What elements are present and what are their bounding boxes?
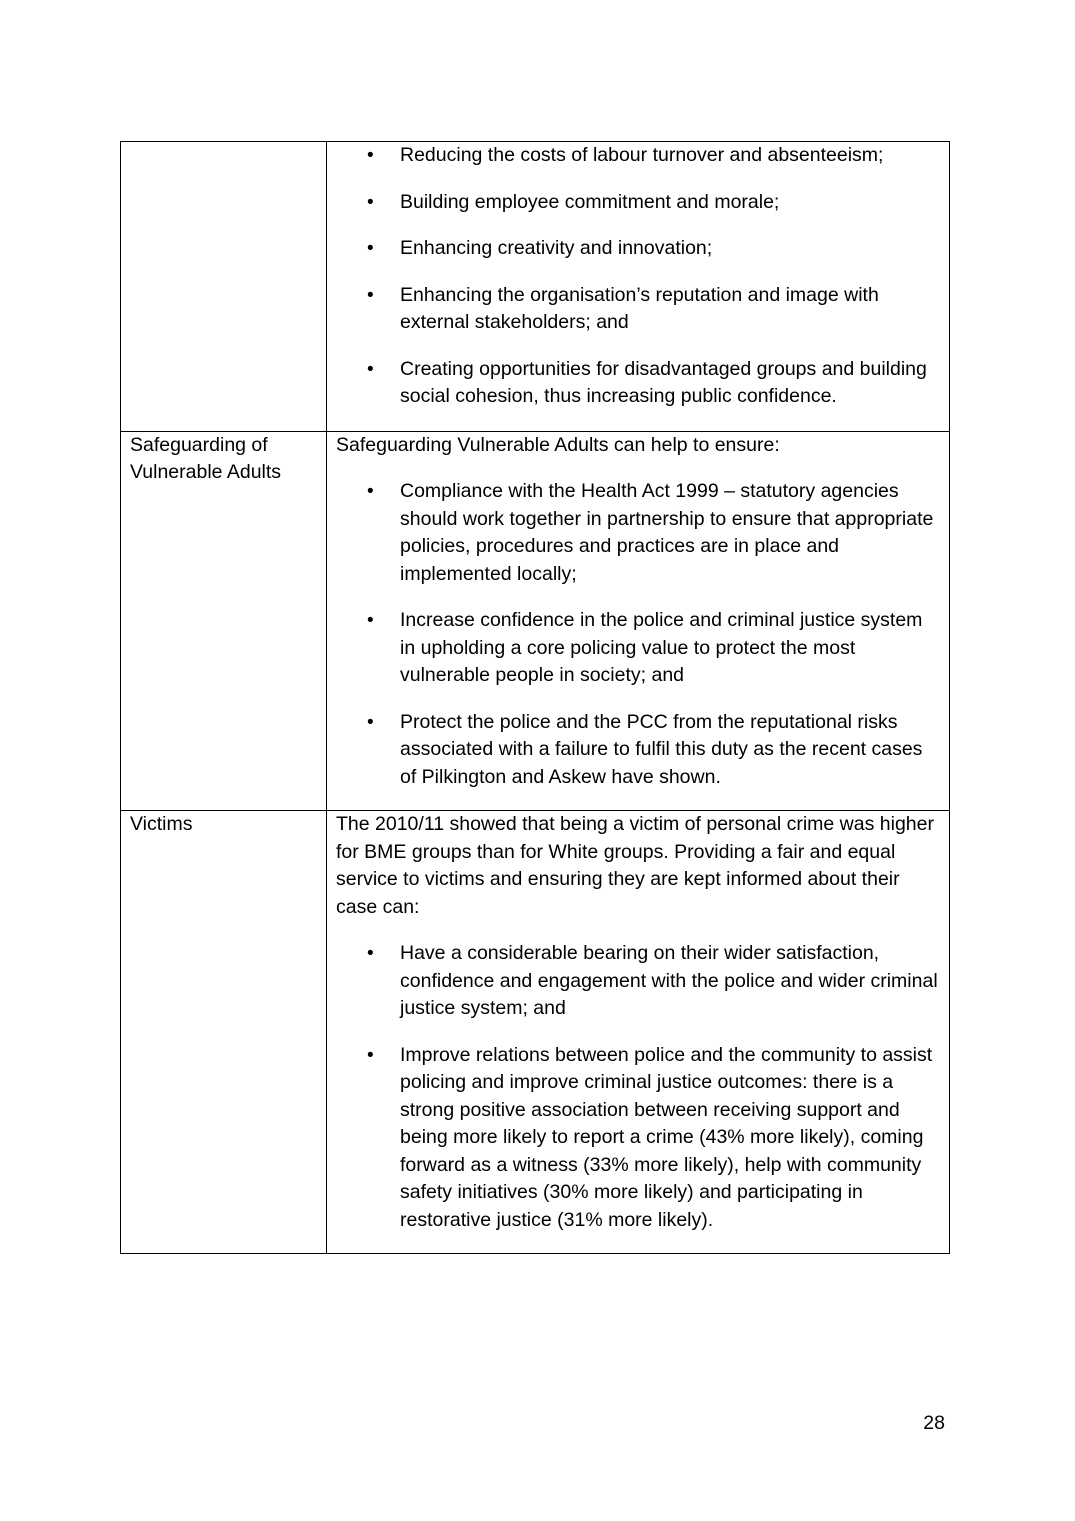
row-label: Victims xyxy=(121,811,327,1254)
list-item: • Increase confidence in the police and criminal justice system in upholding a core policing value to protect the most vulnerable people in society; and xyxy=(336,607,941,690)
list-item: • Building employee commitment and morale; xyxy=(336,189,941,217)
row-content xyxy=(327,142,950,432)
row-content xyxy=(327,811,950,1254)
row-label xyxy=(121,142,327,432)
equality-benefits-table xyxy=(120,141,950,1254)
bullet-list xyxy=(336,478,941,791)
row-intro: Safeguarding Vulnerable Adults can help to ensure: xyxy=(336,433,780,456)
list-item: • Improve relations between police and the community to assist policing and improve criminal justice outcomes: there is a strong positive association between receiving support and being more likely to report a crime (43% more likely), coming forward as a witness (33% more likely), help with community safety initiatives (30% more likely) and participating in restorative justice (31% more likely). xyxy=(336,1042,941,1235)
list-item: • Enhancing creativity and innovation; xyxy=(336,235,941,263)
list-item: • Enhancing the organisation’s reputation and image with external stakeholders; and xyxy=(336,282,941,337)
table-row xyxy=(121,142,950,432)
list-item: • Creating opportunities for disadvantaged groups and building social cohesion, thus increasing public confidence. xyxy=(336,356,941,411)
page-number: 28 xyxy=(923,1412,945,1434)
list-item: • Compliance with the Health Act 1999 – statutory agencies should work together in partnership to ensure that appropriate policies, procedures and practices are in place and implemented locally; xyxy=(336,478,941,588)
bullet-list xyxy=(336,940,941,1234)
list-item: • Have a considerable bearing on their wider satisfaction, confidence and engagement with the police and wider criminal justice system; and xyxy=(336,940,941,1023)
table-row xyxy=(121,431,950,811)
list-item: • Protect the police and the PCC from the reputational risks associated with a failure to fulfil this duty as the recent cases of Pilkington and Askew have shown. xyxy=(336,709,941,792)
row-intro: The 2010/11 showed that being a victim of personal crime was higher for BME groups than for White groups. Providing a fair and equal service to victims and ensuring they are kept informed about their case can: xyxy=(336,813,934,918)
row-content xyxy=(327,431,950,811)
list-item: • Reducing the costs of labour turnover and absenteeism; xyxy=(336,142,941,170)
bullet-list xyxy=(336,142,941,411)
row-label: Safeguarding of Vulnerable Adults xyxy=(121,431,327,811)
table-row xyxy=(121,811,950,1254)
